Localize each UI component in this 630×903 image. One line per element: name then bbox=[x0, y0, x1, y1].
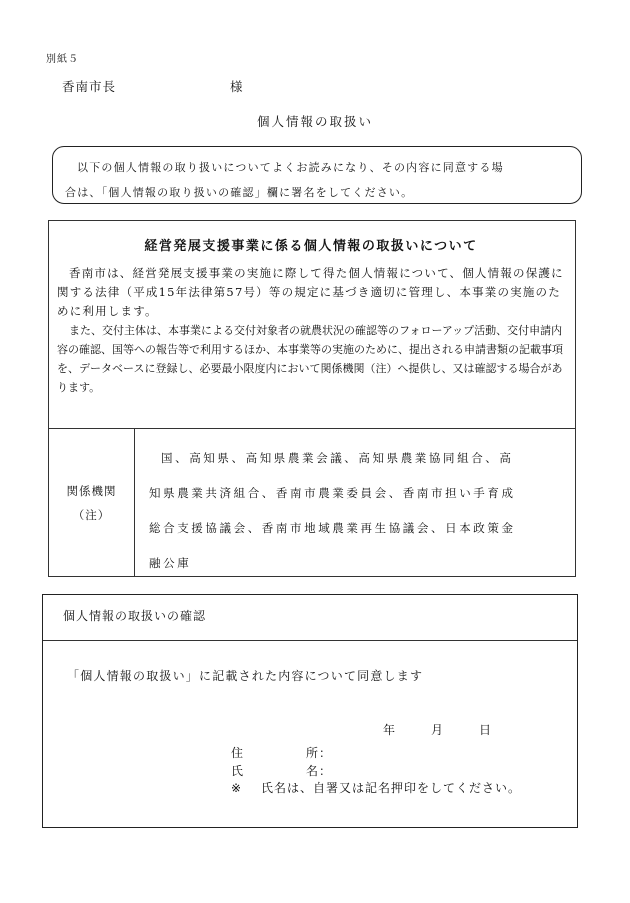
notice-line-2: 合は、「個人情報の取り扱いの確認」欄に署名をしてください。 bbox=[65, 186, 414, 199]
note-mark: ※ bbox=[231, 781, 243, 795]
note-text: 氏名は、自署又は記名押印をしてください。 bbox=[261, 781, 522, 795]
related-bodies-line: 総合支援協議会、香南市地域農業再生協議会、日本政策金 bbox=[149, 521, 516, 535]
policy-section bbox=[49, 221, 575, 429]
related-bodies-label bbox=[49, 429, 135, 576]
address-field[interactable] bbox=[231, 744, 332, 761]
policy-paragraph-2: また、交付主体は、本事業による交付対象者の就農状況の確認等のフォローアップ活動、交付申請内容の確認、国等への報告等で利用するほか、本事業等の実施のために、提出される申請書類の記載事項を、データベースに登録し、必要最小限度内において関係機関（注）へ提供し、又は確認する場合があります。 bbox=[57, 324, 563, 394]
related-bodies-label-line-2: （注） bbox=[72, 507, 111, 522]
notice-line-1: 以下の個人情報の取り扱いについてよくお読みになり、その内容に同意する場 bbox=[77, 161, 504, 174]
attachment-label: 別紙５ bbox=[46, 54, 79, 65]
addressee-honorific: 様 bbox=[230, 79, 244, 94]
related-bodies-list bbox=[135, 429, 575, 576]
name-colon: ： bbox=[319, 764, 333, 778]
related-bodies-line: 融公庫 bbox=[149, 556, 192, 570]
date-month-label: 月 bbox=[431, 723, 444, 737]
policy-title: 経営発展支援事業に係る個人情報の取扱いについて bbox=[144, 239, 478, 254]
related-bodies-line: 知県農業共済組合、香南市農業委員会、香南市担い手育成 bbox=[149, 486, 516, 500]
related-bodies-row bbox=[49, 429, 575, 576]
related-bodies-line: 国、高知県、高知県農業会議、高知県農業協同組合、高 bbox=[161, 451, 514, 465]
date-day-label: 日 bbox=[479, 723, 492, 737]
notice-box bbox=[52, 146, 582, 204]
date-year-label: 年 bbox=[383, 723, 396, 737]
signature-note bbox=[231, 779, 521, 796]
related-bodies-label-line-1: 関係機関 bbox=[66, 483, 117, 498]
date-field[interactable] bbox=[383, 721, 527, 738]
document-title: 個人情報の取扱い bbox=[256, 114, 373, 129]
address-label: 住所 bbox=[231, 746, 319, 760]
policy-box bbox=[48, 220, 576, 577]
confirmation-box bbox=[42, 594, 578, 828]
name-label: 氏名 bbox=[231, 764, 319, 778]
address-colon: ： bbox=[319, 746, 333, 760]
policy-paragraph-1: 香南市は、経営発展支援事業の実施に際して得た個人情報について、個人情報の保護に関する法律（平成15年法律第57号）等の規定に基づき適切に管理し、本事業の実施のために利用します。 bbox=[57, 266, 564, 318]
addressee-name: 香南市長 bbox=[62, 79, 117, 94]
name-field[interactable] bbox=[231, 762, 332, 779]
confirmation-heading: 個人情報の取扱いの確認 bbox=[43, 595, 577, 641]
consent-statement: 「個人情報の取扱い」に記載された内容について同意します bbox=[67, 669, 424, 683]
addressee bbox=[62, 77, 262, 95]
